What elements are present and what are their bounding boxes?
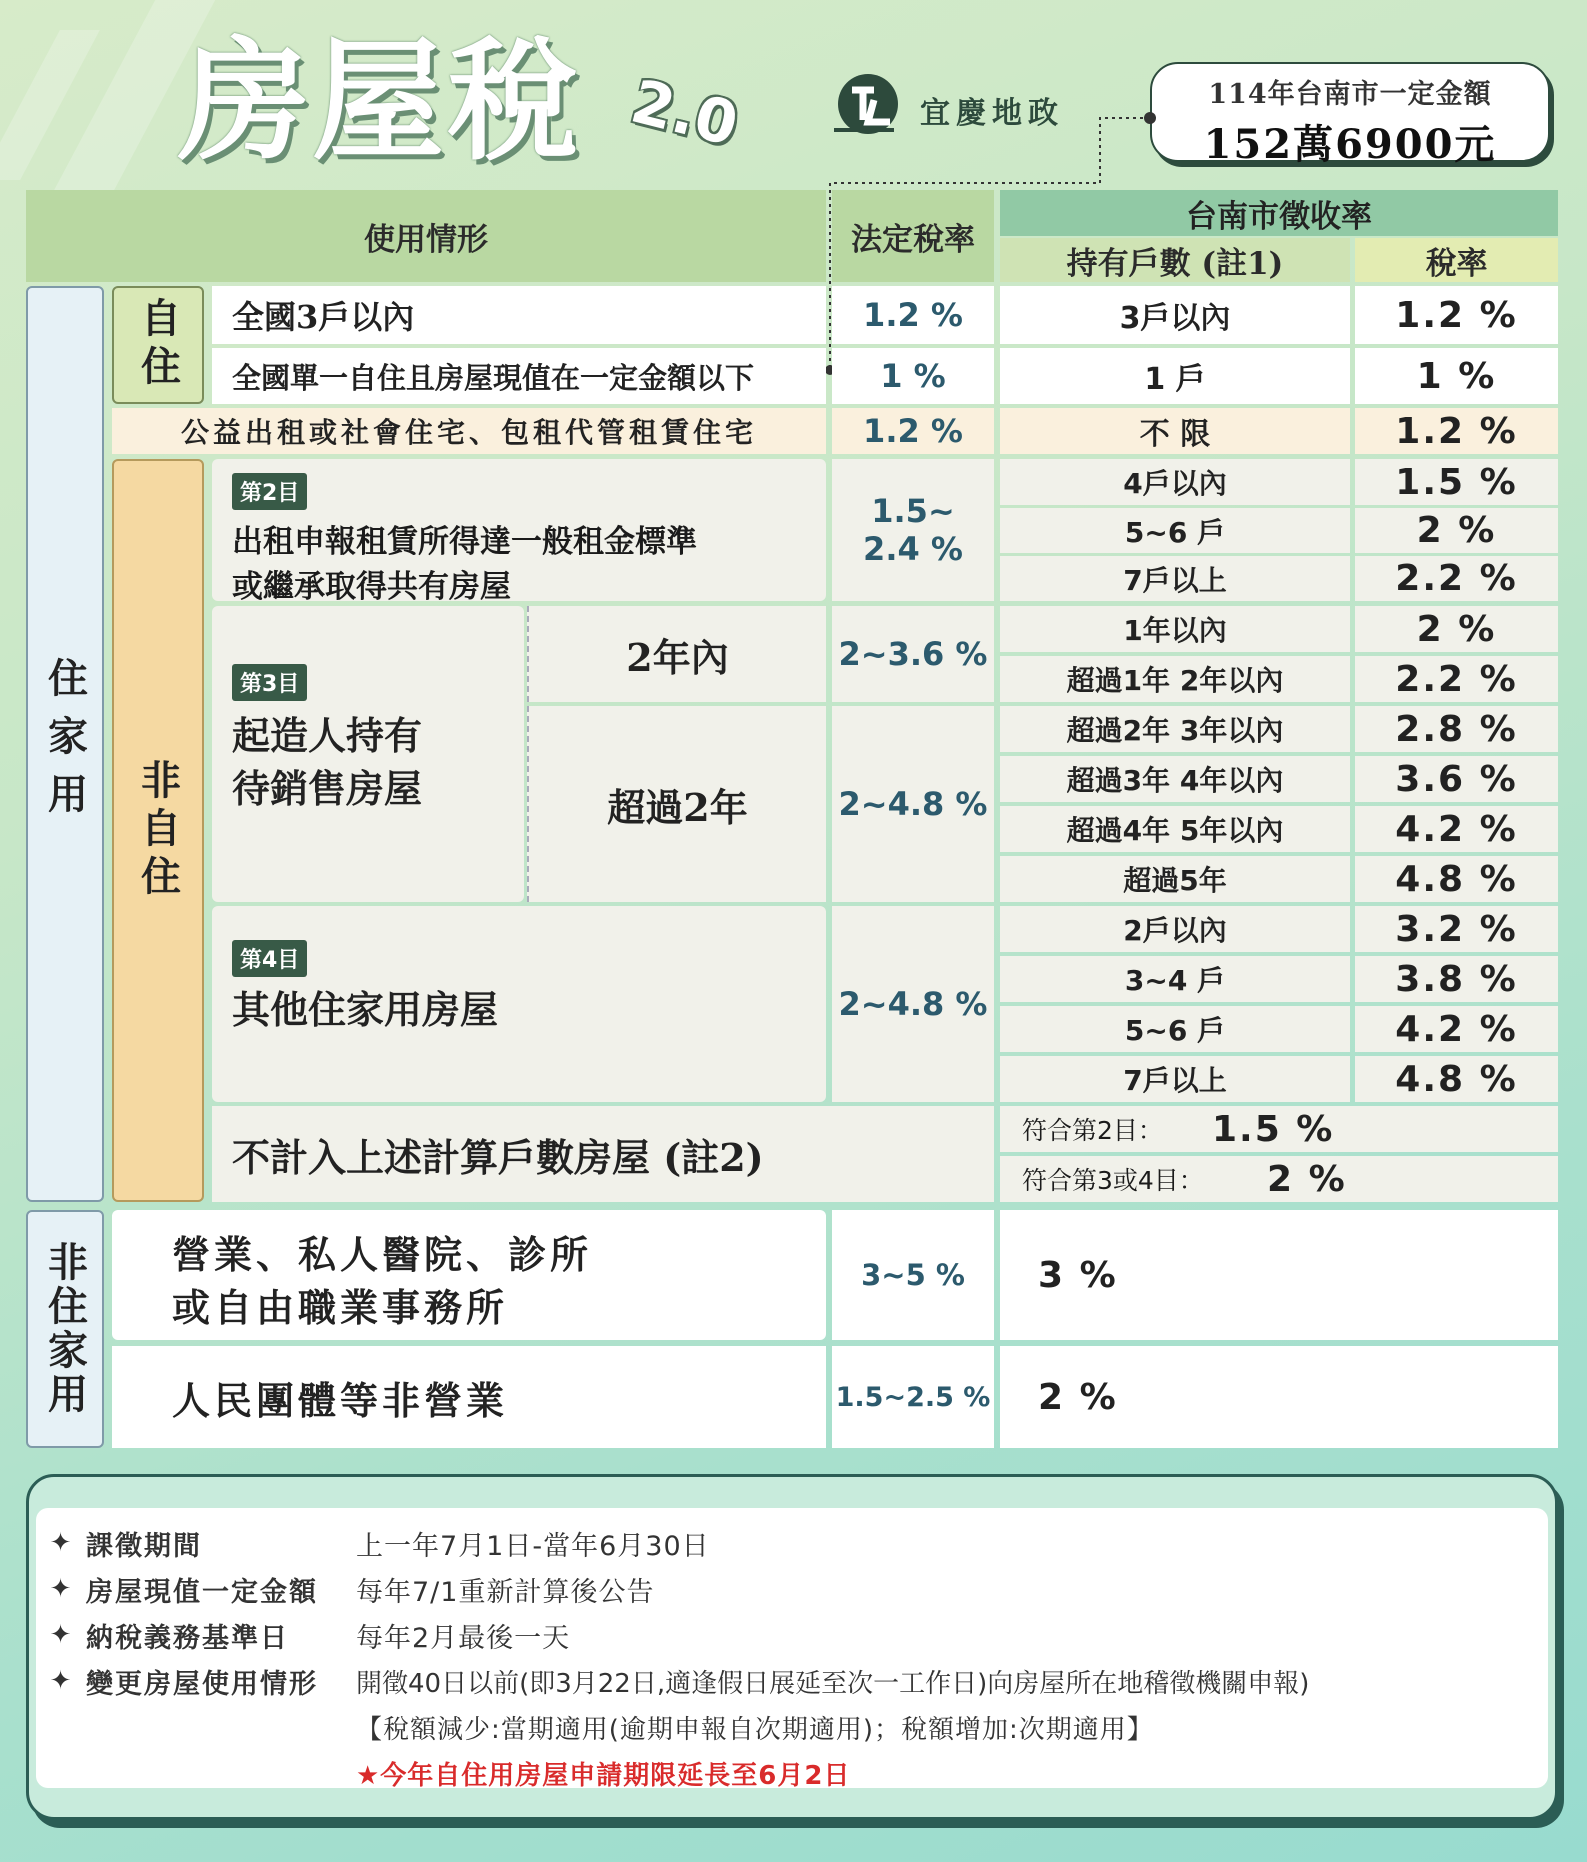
note-highlight-text: ★今年自住用房屋申請期限延長至6月2日 (356, 1760, 851, 1791)
amount-box (1150, 62, 1550, 168)
item3-row-1-rate: 2 % (1355, 606, 1558, 652)
item4-row-2-rate: 3.8 % (1355, 956, 1558, 1002)
self-label: 自住 (112, 286, 204, 404)
note-label: 課徵期間 (86, 1530, 202, 1562)
item3-line2: 待銷售房屋 (232, 766, 423, 812)
excluded-row-1-rate: 1.5 % (1212, 1108, 1335, 1150)
item2-line2: 或繼承取得共有房屋 (232, 569, 511, 605)
business-line2: 或自由職業事務所 (172, 1285, 509, 1331)
brand-name: 宜慶地政 (920, 96, 1064, 131)
item3-row-3-count: 超過2年 3年以內 (1000, 706, 1350, 752)
nonprofit-desc: 人民團體等非營業 (112, 1346, 826, 1448)
header-legal-rate: 法定稅率 (832, 190, 994, 282)
business-line1: 營業、私人醫院、診所 (172, 1232, 593, 1277)
item2-legal (832, 459, 994, 601)
sparkle-icon: ✦ (49, 1620, 73, 1650)
public-row-count: 不 限 (1000, 408, 1350, 454)
item3-row-6-rate: 4.8 % (1355, 856, 1558, 902)
notes-panel (36, 1508, 1548, 1791)
excluded-desc: 不計入上述計算戶數房屋 (註2) (212, 1106, 994, 1202)
item4-row-1-count: 2戶以內 (1000, 906, 1350, 952)
header-count: 持有戶數 (註1) (1000, 238, 1350, 282)
header-city-rate: 台南市徵收率 (1000, 190, 1558, 236)
item3-row-1-count: 1年以內 (1000, 606, 1350, 652)
sparkle-icon: ✦ (49, 1574, 73, 1604)
nonres-label: 非住家用 (26, 1210, 104, 1448)
note-extra (36, 1704, 1548, 1750)
nonprofit-rate: 2 % (1000, 1346, 1558, 1448)
note-text: 每年7/1重新計算後公告 (356, 1576, 655, 1608)
item3-tag: 第3目 (232, 664, 307, 701)
item4-tag: 第4目 (232, 940, 307, 977)
item2-row-3-count: 7戶以上 (1000, 556, 1350, 601)
item3-row-6-count: 超過5年 (1000, 856, 1350, 902)
item3-row-4-count: 超過3年 4年以內 (1000, 756, 1350, 802)
public-row-desc: 公益出租或社會住宅、包租代管租賃住宅 (112, 408, 826, 454)
note-highlight (36, 1750, 1548, 1796)
item3-row-5-count: 超過4年 5年以內 (1000, 806, 1350, 852)
business-legal: 3~5 % (832, 1210, 994, 1340)
self-row-1-desc: 全國3戶以內 (212, 286, 826, 344)
item3-legal-a: 2~3.6 % (832, 606, 994, 702)
item2-tag: 第2目 (232, 473, 307, 510)
item2-row-3-rate: 2.2 % (1355, 556, 1558, 601)
self-row-2-count: 1 戶 (1000, 348, 1350, 404)
self-row-1-count: 3戶以內 (1000, 286, 1350, 344)
item4-block (212, 906, 826, 1102)
note-extra-text: 【稅額減少:當期適用(逾期申報自次期適用)；稅額增加:次期適用】 (356, 1714, 1154, 1745)
item2-line1: 出租申報租賃所得達一般租金標準 (232, 524, 697, 560)
public-row-rate: 1.2 % (1355, 408, 1558, 454)
item4-row-4-count: 7戶以上 (1000, 1056, 1350, 1102)
item3-legal-b: 2~4.8 % (832, 706, 994, 902)
item3-block (212, 606, 524, 902)
note-row (36, 1520, 1548, 1566)
item2-row-2-count: 5~6 戶 (1000, 508, 1350, 553)
item2-row-1-rate: 1.5 % (1355, 459, 1558, 505)
note-row (36, 1566, 1548, 1612)
self-row-2-rate: 1 % (1355, 348, 1558, 404)
item4-row-4-rate: 4.8 % (1355, 1056, 1558, 1102)
sparkle-icon: ✦ (49, 1528, 73, 1558)
item4-legal: 2~4.8 % (832, 906, 994, 1102)
header-usage: 使用情形 (26, 190, 826, 282)
item3-row-2-count: 超過1年 2年以內 (1000, 656, 1350, 702)
page-title: 房屋稅 (178, 25, 580, 179)
residential-label: 住家用 (26, 286, 104, 1202)
amount-value: 152萬6900元 (1203, 121, 1497, 168)
item3-row-2-rate: 2.2 % (1355, 656, 1558, 702)
note-label: 納稅義務基準日 (86, 1622, 289, 1654)
item4-row-3-count: 5~6 戶 (1000, 1006, 1350, 1052)
note-text: 每年2月最後一天 (356, 1622, 571, 1654)
excluded-row-2-label: 符合第3或4目： (1022, 1166, 1204, 1195)
public-row-legal: 1.2 % (832, 408, 994, 454)
note-row (36, 1612, 1548, 1658)
note-text: 上一年7月1日-當年6月30日 (356, 1530, 710, 1562)
item3-row-4-rate: 3.6 % (1355, 756, 1558, 802)
version-badge: 2.0 (624, 66, 745, 161)
excluded-row-2 (1000, 1156, 1558, 1202)
item3-row-5-rate: 4.2 % (1355, 806, 1558, 852)
nonself-label: 非自住 (112, 459, 204, 1202)
item4-line1: 其他住家用房屋 (232, 987, 499, 1032)
item3-sub-b: 超過2年 (527, 706, 826, 902)
item3-sub-a: 2年內 (527, 606, 826, 702)
item2-legal-b: 2.4 % (863, 530, 963, 568)
item2-block (212, 459, 826, 605)
self-row-1-rate: 1.2 % (1355, 286, 1558, 344)
item4-row-2-count: 3~4 戶 (1000, 956, 1350, 1002)
item4-row-3-rate: 4.2 % (1355, 1006, 1558, 1052)
business-desc (112, 1210, 826, 1340)
header-rate: 稅率 (1355, 238, 1558, 282)
excluded-row-2-rate: 2 % (1267, 1158, 1347, 1200)
item2-row-1-count: 4戶以內 (1000, 459, 1350, 505)
nonprofit-legal: 1.5~2.5 % (832, 1346, 994, 1448)
self-row-1-legal: 1.2 % (832, 286, 994, 344)
item2-legal-a: 1.5~ (871, 492, 955, 530)
self-row-2-desc: 全國單一自住且房屋現值在一定金額以下 (212, 348, 826, 404)
item2-row-2-rate: 2 % (1355, 508, 1558, 553)
amount-caption: 114年台南市一定金額 (1208, 79, 1492, 110)
note-label: 房屋現值一定金額 (86, 1576, 318, 1608)
item3-line1: 起造人持有 (232, 713, 423, 758)
item4-row-1-rate: 3.2 % (1355, 906, 1558, 952)
note-row (36, 1658, 1548, 1704)
item3-row-3-rate: 2.8 % (1355, 706, 1558, 752)
self-row-2-legal: 1 % (832, 348, 994, 404)
sparkle-icon: ✦ (49, 1666, 73, 1696)
note-label: 變更房屋使用情形 (86, 1668, 318, 1700)
excluded-row-1 (1000, 1106, 1558, 1152)
note-text: 開徵40日以前(即3月22日,適逢假日展延至次一工作日)向房屋所在地稽徵機關申報) (356, 1668, 1310, 1699)
excluded-row-1-label: 符合第2目： (1022, 1116, 1163, 1145)
business-rate: 3 % (1000, 1210, 1558, 1340)
